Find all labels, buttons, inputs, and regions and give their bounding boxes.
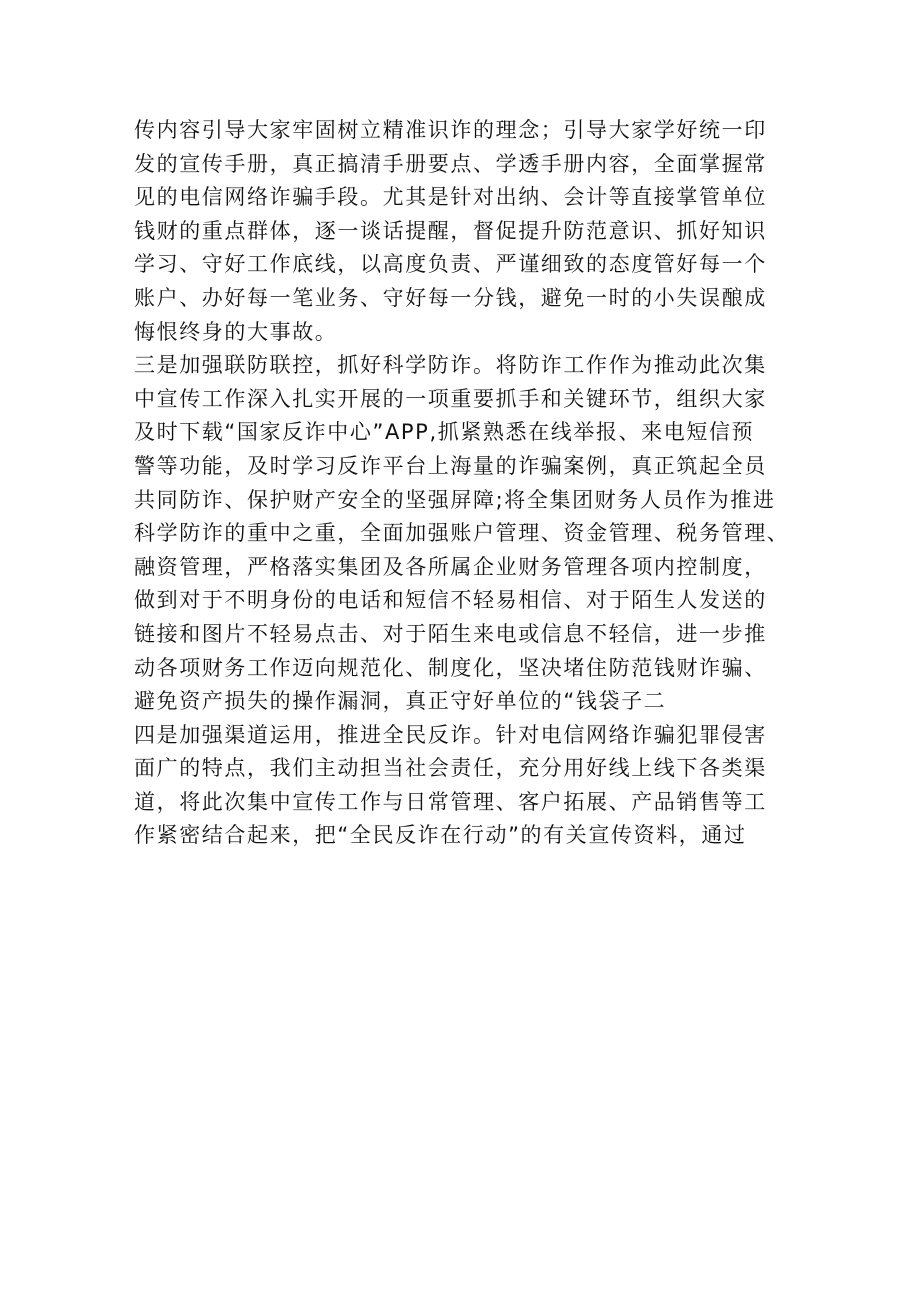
text-line: 见的电信网络诈骗手段。尤其是针对出纳、会计等直接掌管单位 <box>134 185 767 210</box>
text-line: 钱财的重点群体，逐一谈话提醒，督促提升防范意识、抓好知识 <box>134 218 767 243</box>
text-line: 中宣传工作深入扎实开展的一项重要抓手和关键环节，组织大家 <box>134 386 767 411</box>
text-line: 避免资产损失的操作漏洞，真正守好单位的“钱袋子二 <box>134 689 667 714</box>
text-line: 链接和图片不轻易点击、对于陌生来电或信息不轻信，进一步推 <box>134 621 767 646</box>
text-line: 科学防诈的重中之重，全面加强账户管理、资金管理、税务管理、 <box>134 521 790 546</box>
text-line: 共同防诈、保护财产安全的坚强屏障;将全集团财务人员作为推进 <box>134 487 776 512</box>
text-line: 警等功能，及时学习反诈平台上海量的诈骗案例，真正筑起全员 <box>134 453 767 478</box>
text-line: 账户、办好每一笔业务、守好每一分钱，避免一时的小失误酿成 <box>134 285 767 310</box>
text-line: 做到对于不明身份的电话和短信不轻易相信、对于陌生人发送的 <box>134 588 767 613</box>
text-line: 发的宣传手册，真正搞清手册要点、学透手册内容，全面掌握常 <box>134 151 767 176</box>
body-text <box>134 114 814 853</box>
text-line: 传内容引导大家牢固树立精准识诈的理念；引导大家学好统一印 <box>134 118 767 142</box>
text-line: 道，将此次集中宣传工作与日常管理、客户拓展、产品销售等工 <box>134 789 767 814</box>
text-line: 及时下载“国家反诈中心”APP,抓紧熟悉在线举报、来电短信预 <box>134 420 755 445</box>
text-line: 学习、守好工作底线，以高度负责、严谨细致的态度管好每一个 <box>134 252 767 277</box>
text-line: 四是加强渠道运用，推进全民反诈。针对电信网络诈骗犯罪侵害 <box>134 722 767 747</box>
text-line: 作紧密结合起来，把“全民反诈在行动”的有关宣传资料，通过 <box>134 823 747 848</box>
text-line: 三是加强联防联控，抓好科学防诈。将防诈工作作为推动此次集 <box>134 353 767 378</box>
text-line: 面广的特点，我们主动担当社会责任，充分用好线上线下各类渠 <box>134 756 767 781</box>
text-line: 融资管理，严格落实集团及各所属企业财务管理各项内控制度， <box>134 554 767 579</box>
text-line: 动各项财务工作迈向规范化、制度化，坚决堵住防范钱财诈骗、 <box>134 655 767 680</box>
text-line: 悔恨终身的大事故。 <box>134 319 338 344</box>
